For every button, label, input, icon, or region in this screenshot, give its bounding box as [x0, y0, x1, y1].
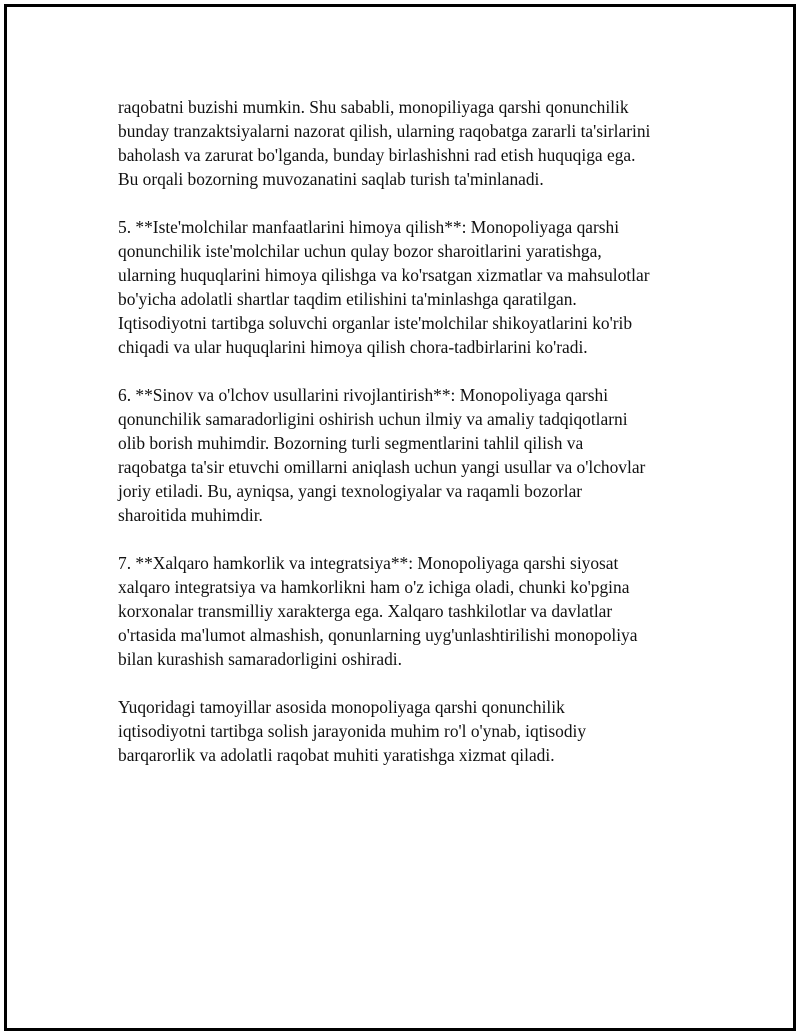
paragraph-item-5	[118, 215, 708, 359]
text-line: chiqadi va ular huquqlarini himoya qilish chora-tadbirlarini ko'radi.	[118, 337, 588, 357]
text-line: iqtisodiyotni tartibga solish jarayonida muhim ro'l o'ynab, iqtisodiy	[118, 721, 587, 741]
text-line: ularning huquqlarini himoya qilishga va ko'rsatgan xizmatlar va mahsulotlar	[118, 265, 650, 285]
text-line: bunday tranzaktsiyalarni nazorat qilish, ularning raqobatga zararli ta'sirlarini	[118, 121, 651, 141]
text-line: raqobatni buzishi mumkin. Shu sababli, monopiliyaga qarshi qonunchilik	[118, 97, 629, 117]
text-line: Yuqoridagi tamoyillar asosida monopoliyaga qarshi qonunchilik	[118, 697, 565, 717]
text-line: Iqtisodiyotni tartibga soluvchi organlar iste'molchilar shikoyatlarini ko'rib	[118, 313, 633, 333]
text-line: o'rtasida ma'lumot almashish, qonunlarning uyg'unlashtirilishi monopoliya	[118, 625, 638, 645]
document-body	[118, 95, 708, 791]
text-line: korxonalar transmilliy xarakterga ega. Xalqaro tashkilotlar va davlatlar	[118, 601, 613, 621]
text-line: olib borish muhimdir. Bozorning turli segmentlarini tahlil qilish va	[118, 433, 584, 453]
text-line: xalqaro integratsiya va hamkorlikni ham o'z ichiga oladi, chunki ko'pgina	[118, 577, 630, 597]
text-line: qonunchilik iste'molchilar uchun qulay bozor sharoitlarini yaratishga,	[118, 241, 602, 261]
paragraph-item-6	[118, 383, 708, 527]
text-line: sharoitida muhimdir.	[118, 505, 263, 525]
text-line: 7. **Xalqaro hamkorlik va integratsiya**: Monopoliyaga qarshi siyosat	[118, 553, 619, 573]
text-line: joriy etiladi. Bu, ayniqsa, yangi texnologiyalar va raqamli bozorlar	[118, 481, 583, 501]
paragraph-merger-control	[118, 95, 708, 191]
paragraph-conclusion	[118, 695, 708, 767]
document-page	[4, 4, 796, 1031]
text-line: 5. **Iste'molchilar manfaatlarini himoya qilish**: Monopoliyaga qarshi	[118, 217, 620, 237]
paragraph-item-7	[118, 551, 708, 671]
text-line: qonunchilik samaradorligini oshirish uchun ilmiy va amaliy tadqiqotlarni	[118, 409, 628, 429]
text-line: barqarorlik va adolatli raqobat muhiti yaratishga xizmat qiladi.	[118, 745, 555, 765]
text-line: bo'yicha adolatli shartlar taqdim etilishini ta'minlashga qaratilgan.	[118, 289, 577, 309]
text-line: baholash va zarurat bo'lganda, bunday birlashishni rad etish huquqiga ega.	[118, 145, 636, 165]
text-line: Bu orqali bozorning muvozanatini saqlab turish ta'minlanadi.	[118, 169, 544, 189]
text-line: raqobatga ta'sir etuvchi omillarni aniqlash uchun yangi usullar va o'lchovlar	[118, 457, 646, 477]
text-line: bilan kurashish samaradorligini oshiradi.	[118, 649, 402, 669]
text-line: 6. **Sinov va o'lchov usullarini rivojlantirish**: Monopoliyaga qarshi	[118, 385, 609, 405]
